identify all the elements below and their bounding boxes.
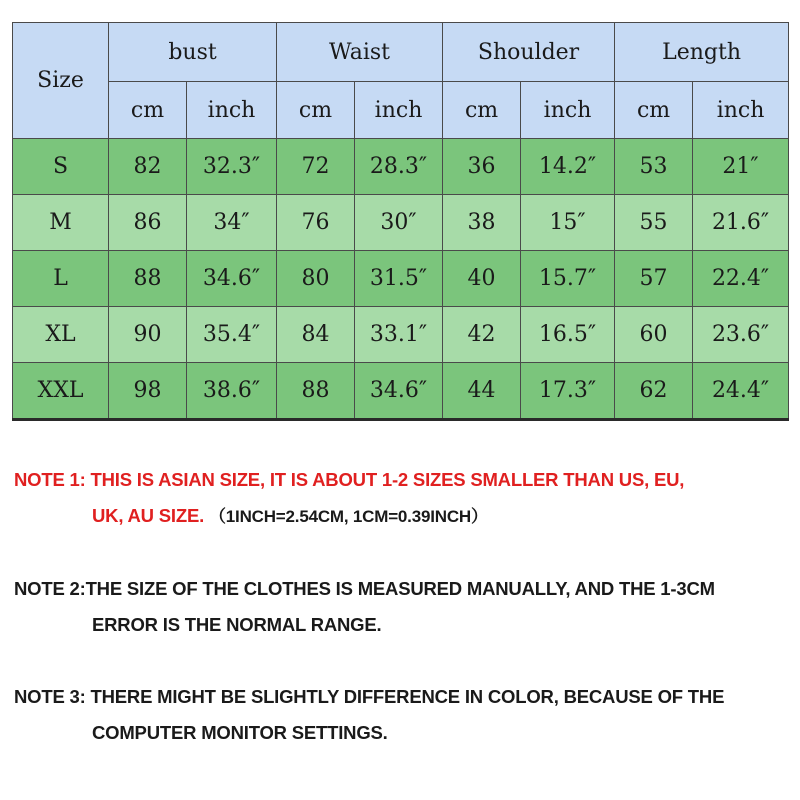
measurement-cell: 28.3″ (355, 139, 443, 195)
unit-header: inch (187, 82, 277, 139)
size-label-cell: L (13, 251, 109, 307)
size-header: Size (13, 23, 109, 139)
size-label-cell: XXL (13, 363, 109, 420)
size-label-cell: S (13, 139, 109, 195)
measurement-cell: 35.4″ (187, 307, 277, 363)
table-row (13, 139, 789, 195)
waist-header: Waist (277, 23, 443, 82)
note-2 (14, 571, 794, 643)
measurement-cell: 36 (443, 139, 521, 195)
unit-header: inch (521, 82, 615, 139)
measurement-cell: 15.7″ (521, 251, 615, 307)
measurement-cell: 31.5″ (355, 251, 443, 307)
note-1-line-2: UK, AU SIZE. (92, 505, 205, 526)
measurement-cell: 53 (615, 139, 693, 195)
measurement-cell: 34.6″ (355, 363, 443, 420)
measurement-cell: 15″ (521, 195, 615, 251)
measurement-cell: 32.3″ (187, 139, 277, 195)
measurement-cell: 21.6″ (693, 195, 789, 251)
measurement-cell: 38.6″ (187, 363, 277, 420)
table-body (13, 139, 789, 420)
measurement-cell: 34.6″ (187, 251, 277, 307)
measurement-cell: 55 (615, 195, 693, 251)
bust-header: bust (109, 23, 277, 82)
size-label-cell: XL (13, 307, 109, 363)
length-header: Length (615, 23, 789, 82)
table-header-row (13, 23, 789, 82)
measurement-cell: 84 (277, 307, 355, 363)
note-3-line-2: COMPUTER MONITOR SETTINGS. (92, 722, 388, 743)
measurement-cell: 90 (109, 307, 187, 363)
measurement-cell: 44 (443, 363, 521, 420)
unit-header: cm (109, 82, 187, 139)
note-3-line-1: NOTE 3: THERE MIGHT BE SLIGHTLY DIFFERENCE IN COLOR, BECAUSE OF THE (14, 686, 725, 707)
measurement-cell: 60 (615, 307, 693, 363)
unit-conversion: （1INCH=2.54CM, 1CM=0.39INCH） (209, 507, 488, 526)
measurement-cell: 42 (443, 307, 521, 363)
shoulder-header: Shoulder (443, 23, 615, 82)
measurement-cell: 86 (109, 195, 187, 251)
measurement-cell: 80 (277, 251, 355, 307)
measurement-cell: 14.2″ (521, 139, 615, 195)
measurement-cell: 30″ (355, 195, 443, 251)
measurement-cell: 40 (443, 251, 521, 307)
measurement-cell: 82 (109, 139, 187, 195)
measurement-cell: 72 (277, 139, 355, 195)
note-2-line-1: NOTE 2:THE SIZE OF THE CLOTHES IS MEASURED MANUALLY, AND THE 1-3CM (14, 578, 715, 599)
note-1-line-1: NOTE 1: THIS IS ASIAN SIZE, IT IS ABOUT 1-2 SIZES SMALLER THAN US, EU, (14, 469, 685, 490)
note-2-line-2: ERROR IS THE NORMAL RANGE. (92, 614, 382, 635)
unit-header: cm (277, 82, 355, 139)
table-units-row (13, 82, 789, 139)
measurement-cell: 62 (615, 363, 693, 420)
measurement-cell: 34″ (187, 195, 277, 251)
size-chart-table (12, 22, 789, 421)
unit-header: inch (693, 82, 789, 139)
unit-header: inch (355, 82, 443, 139)
table-row (13, 363, 789, 420)
notes-section (14, 462, 794, 751)
measurement-cell: 88 (277, 363, 355, 420)
measurement-cell: 24.4″ (693, 363, 789, 420)
measurement-cell: 98 (109, 363, 187, 420)
unit-header: cm (443, 82, 521, 139)
unit-header: cm (615, 82, 693, 139)
measurement-cell: 88 (109, 251, 187, 307)
note-3 (14, 679, 794, 751)
measurement-cell: 17.3″ (521, 363, 615, 420)
table-row (13, 195, 789, 251)
measurement-cell: 57 (615, 251, 693, 307)
size-label-cell: M (13, 195, 109, 251)
measurement-cell: 33.1″ (355, 307, 443, 363)
table-row (13, 307, 789, 363)
measurement-cell: 38 (443, 195, 521, 251)
measurement-cell: 21″ (693, 139, 789, 195)
table-row (13, 251, 789, 307)
measurement-cell: 23.6″ (693, 307, 789, 363)
note-1 (14, 462, 794, 535)
measurement-cell: 22.4″ (693, 251, 789, 307)
measurement-cell: 16.5″ (521, 307, 615, 363)
measurement-cell: 76 (277, 195, 355, 251)
